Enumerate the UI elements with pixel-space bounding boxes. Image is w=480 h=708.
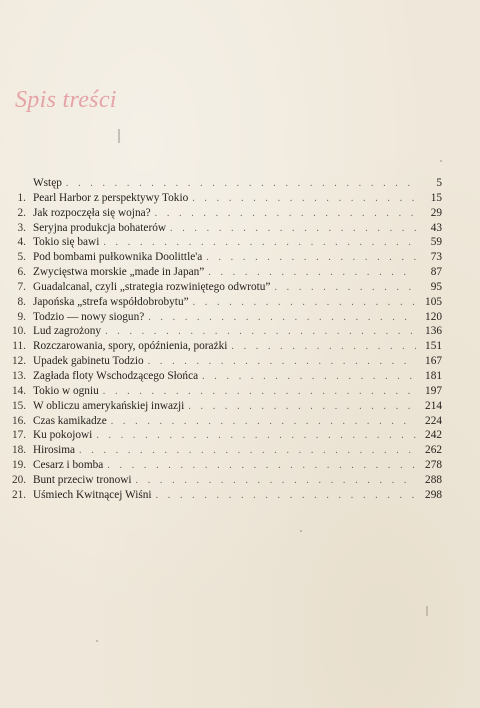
paper-mark xyxy=(426,606,428,616)
toc-entry-number: 20. xyxy=(12,473,27,486)
toc-entry-number: 1. xyxy=(17,191,26,204)
dot-leader xyxy=(206,251,416,266)
toc-entry xyxy=(12,339,442,354)
toc-entry-number: 8. xyxy=(17,295,26,308)
dot-leader xyxy=(202,370,416,385)
toc-entry xyxy=(12,221,442,236)
toc-entry-page: 105 xyxy=(425,295,442,308)
toc-entry-title: Japońska „strefa współdobrobytu” xyxy=(33,295,189,308)
toc-entry-number: 19. xyxy=(12,459,27,472)
toc-entry-number: 2. xyxy=(17,206,26,219)
toc-entry-number: 17. xyxy=(12,429,27,442)
toc-entry-title: Uśmiech Kwitnącej Wiśni xyxy=(33,488,152,501)
toc-entry xyxy=(12,250,442,265)
toc-entry xyxy=(12,295,442,310)
toc-entry-page: 15 xyxy=(430,191,442,204)
toc-entry xyxy=(12,399,442,414)
toc-entry-number: 4. xyxy=(17,236,26,249)
toc-entry-number: 14. xyxy=(12,384,27,397)
toc-entry-number: 21. xyxy=(12,488,27,501)
toc-entry xyxy=(12,369,442,384)
dot-leader xyxy=(148,311,416,326)
toc-entry-title: Hirosima xyxy=(33,444,76,457)
dot-leader xyxy=(208,266,416,281)
dot-leader xyxy=(66,177,416,192)
dot-leader xyxy=(136,474,416,489)
dot-leader xyxy=(103,385,416,400)
toc-entry xyxy=(12,458,442,473)
paper-speck xyxy=(96,640,98,642)
toc-entry-number: 16. xyxy=(12,414,27,427)
toc-entry-title: Pod bombami pułkownika Doolittle'a xyxy=(33,251,203,264)
toc-entry-title: Jak rozpoczęła się wojna? xyxy=(33,206,151,219)
toc-entry xyxy=(12,235,442,250)
toc-entry-page: 242 xyxy=(425,429,442,442)
toc-entry xyxy=(12,191,442,206)
toc-entry xyxy=(12,354,442,369)
toc-entry-page: 95 xyxy=(430,280,442,293)
toc-entry xyxy=(12,443,442,458)
toc-entry-number: 11. xyxy=(12,340,26,353)
toc-entry-page: 167 xyxy=(425,355,442,368)
paper-speck xyxy=(300,530,302,532)
toc-entry-number: 18. xyxy=(12,444,27,457)
toc-entry xyxy=(12,384,442,399)
toc-entry-page: 181 xyxy=(425,369,442,382)
dot-leader xyxy=(105,325,416,340)
toc-entry-page: 278 xyxy=(425,459,442,472)
dot-leader xyxy=(155,207,416,222)
page-title: Spis treści xyxy=(15,87,117,113)
toc-entry-title: Zwycięstwa morskie „made in Japan” xyxy=(33,266,205,279)
table-of-contents xyxy=(12,176,442,503)
toc-entry xyxy=(12,176,442,191)
toc-entry-title: Pearl Harbor z perspektywy Tokio xyxy=(33,191,189,204)
toc-entry-title: Czas kamikadze xyxy=(33,414,107,427)
toc-entry xyxy=(12,488,442,503)
toc-entry-page: 43 xyxy=(430,221,442,234)
dot-leader xyxy=(96,429,416,444)
toc-entry-page: 151 xyxy=(425,340,442,353)
toc-entry-title: Rozczarowania, spory, opóźnienia, porażki xyxy=(33,340,228,353)
toc-entry-page: 87 xyxy=(430,266,442,279)
toc-entry-title: Lud zagrożony xyxy=(33,325,102,338)
toc-entry xyxy=(12,473,442,488)
toc-entry xyxy=(12,324,442,339)
toc-entry xyxy=(12,280,442,295)
toc-entry-number: 3. xyxy=(17,221,26,234)
toc-entry-title: Guadalcanal, czyli „strategia rozwiniętego odwrotu” xyxy=(33,280,271,293)
toc-entry-title: Tokio w ogniu xyxy=(33,384,99,397)
paper-mark xyxy=(118,129,120,143)
toc-entry-page: 5 xyxy=(436,177,442,189)
toc-entry-title: Bunt przeciw tronowi xyxy=(33,473,132,486)
toc-entry-page: 298 xyxy=(425,488,442,501)
toc-entry-number: 5. xyxy=(17,251,26,264)
dot-leader xyxy=(170,222,416,237)
toc-entry xyxy=(12,206,442,221)
dot-leader xyxy=(231,340,416,355)
paper-speck xyxy=(440,160,442,162)
toc-entry-page: 224 xyxy=(425,414,442,427)
toc-entry-page: 120 xyxy=(425,310,442,323)
toc-entry-page: 59 xyxy=(430,236,442,249)
toc-entry-title: Seryjna produkcja bohaterów xyxy=(33,221,167,234)
toc-entry-page: 288 xyxy=(425,473,442,486)
dot-leader xyxy=(103,236,416,251)
dot-leader xyxy=(107,459,416,474)
toc-entry-title: Ku pokojowi xyxy=(33,429,93,442)
dot-leader xyxy=(188,400,416,415)
toc-entry-page: 197 xyxy=(425,384,442,397)
dot-leader xyxy=(148,355,416,370)
toc-entry-page: 73 xyxy=(430,251,442,264)
toc-entry-page: 214 xyxy=(425,399,442,412)
toc-entry-number: 7. xyxy=(17,280,26,293)
toc-entry-number: 13. xyxy=(12,369,27,382)
toc-entry-page: 262 xyxy=(425,444,442,457)
toc-entry-number: 6. xyxy=(17,266,26,279)
toc-entry-number: 9. xyxy=(17,310,26,323)
toc-entry xyxy=(12,265,442,280)
toc-entry-number: 10. xyxy=(12,325,27,338)
dot-leader xyxy=(193,296,416,311)
toc-entry-title: Tokio się bawi xyxy=(33,236,100,249)
toc-entry xyxy=(12,428,442,443)
dot-leader xyxy=(156,489,416,504)
toc-entry-page: 136 xyxy=(425,325,442,338)
dot-leader xyxy=(274,281,416,296)
toc-entry-title: Upadek gabinetu Todzio xyxy=(33,355,144,368)
toc-entry-page: 29 xyxy=(430,206,442,219)
toc-entry-title: Todzio — nowy siogun? xyxy=(33,310,145,323)
dot-leader xyxy=(79,444,416,459)
dot-leader xyxy=(192,192,416,207)
toc-entry-title: Cesarz i bomba xyxy=(33,459,104,472)
toc-entry-number: 12. xyxy=(12,355,27,368)
toc-entry-title: Wstęp xyxy=(33,177,62,189)
dot-leader xyxy=(111,415,416,430)
toc-entry-title: Zagłada floty Wschodzącego Słońca xyxy=(33,369,199,382)
toc-entry-title: W obliczu amerykańskiej inwazji xyxy=(33,399,185,412)
toc-entry xyxy=(12,310,442,325)
toc-entry xyxy=(12,414,442,429)
toc-entry-number: 15. xyxy=(12,399,27,412)
